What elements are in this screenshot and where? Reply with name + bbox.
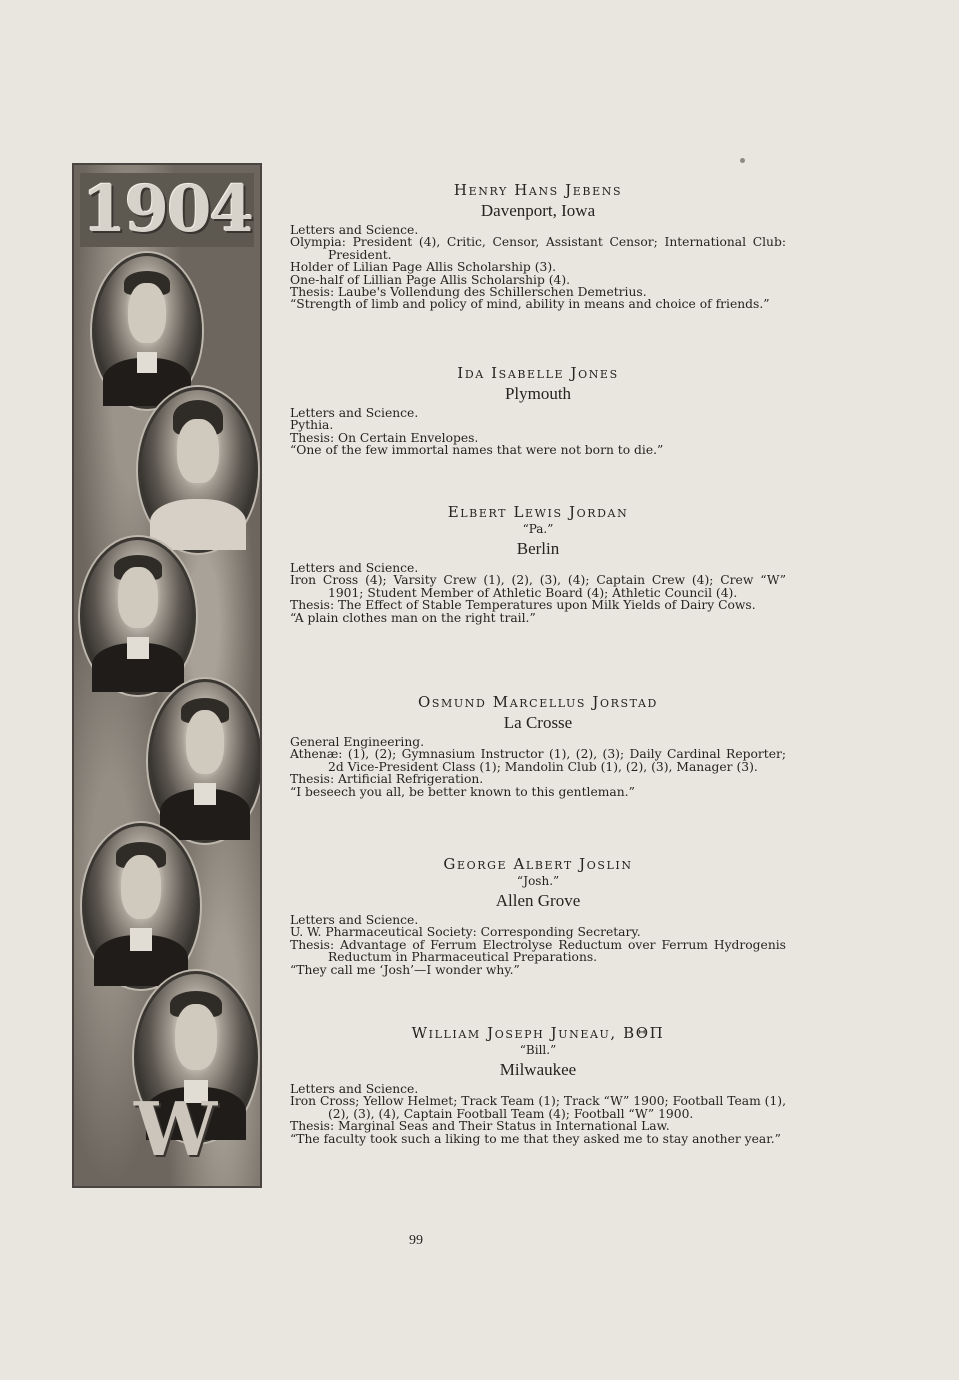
quotation: “Strength of limb and policy of mind, ability in means and choice of friends.” bbox=[290, 297, 770, 312]
honor: One-half of Lillian Page Allis Scholarship (4). bbox=[290, 272, 571, 287]
course: Letters and Science. bbox=[290, 406, 419, 420]
course: Letters and Science. bbox=[290, 913, 419, 927]
course: Letters and Science. bbox=[290, 1082, 419, 1096]
senior-entry-joslin bbox=[290, 855, 786, 976]
hometown: La Crosse bbox=[503, 713, 573, 732]
year-emblem: 1904 bbox=[81, 172, 253, 247]
senior-entry-juneau bbox=[290, 1024, 786, 1145]
activities: Olympia: President (4), Critic, Censor, Assistant Censor; International Club: President. bbox=[290, 235, 786, 262]
hometown: Allen Grove bbox=[495, 891, 581, 910]
activities: Iron Cross (4); Varsity Crew (1), (2), (3), (4); Captain Crew (4); Crew “W” 1901; Student Member of Athletic Board (4); Athletic Council (4). bbox=[290, 573, 786, 600]
nickname: “Josh.” bbox=[516, 874, 560, 888]
student-name: Henry Hans Jebens bbox=[453, 181, 623, 199]
nickname: “Bill.” bbox=[519, 1043, 557, 1057]
thesis: Thesis: The Effect of Stable Temperatures upon Milk Yields of Dairy Cows. bbox=[290, 598, 756, 613]
portrait-ida-isabelle-jones bbox=[138, 387, 258, 553]
student-name: Osmund Marcellus Jorstad bbox=[418, 693, 658, 711]
course: General Engineering. bbox=[290, 735, 425, 749]
nickname: “Pa.” bbox=[522, 522, 554, 536]
activities: Pythia. bbox=[290, 418, 334, 433]
portrait-henry-hans-jebens bbox=[92, 253, 202, 409]
thesis: Thesis: Artificial Refrigeration. bbox=[290, 772, 484, 787]
senior-entry-jordan bbox=[290, 503, 786, 624]
activities: U. W. Pharmaceutical Society: Corresponding Secretary. bbox=[290, 925, 641, 940]
quotation: “The faculty took such a liking to me that they asked me to stay another year.” bbox=[290, 1131, 781, 1146]
hometown: Davenport, Iowa bbox=[480, 201, 596, 220]
quotation: “They call me ‘Josh’—I wonder why.” bbox=[290, 962, 520, 977]
thesis: Thesis: Advantage of Ferrum Electrolyse Reductum over Ferrum Hydrogenis Reductum in Pharmaceutical Preparations. bbox=[290, 937, 786, 965]
portrait-george-albert-joslin bbox=[82, 823, 200, 989]
student-name: George Albert Joslin bbox=[443, 855, 633, 873]
portrait-elbert-lewis-jordan bbox=[80, 537, 196, 695]
page-number: 99 bbox=[409, 1233, 423, 1248]
student-name: Elbert Lewis Jordan bbox=[447, 503, 629, 521]
senior-entry-jones bbox=[290, 364, 786, 457]
hometown: Berlin bbox=[516, 539, 560, 558]
thesis: Thesis: Laube's Vollendung des Schillerschen Demetrius. bbox=[290, 285, 647, 300]
hometown: Plymouth bbox=[504, 384, 572, 403]
quotation: “One of the few immortal names that were not born to die.” bbox=[290, 443, 664, 458]
thesis: Thesis: On Certain Envelopes. bbox=[290, 430, 479, 445]
senior-entry-jorstad bbox=[290, 693, 786, 798]
course: Letters and Science. bbox=[290, 561, 419, 575]
activities: Athenæ: (1), (2); Gymnasium Instructor (1), (2), (3); Daily Cardinal Reporter; 2d Vice-President Class (1); Mandolin Club (1), (2), (3), Manager (3). bbox=[290, 747, 786, 774]
quotation: “A plain clothes man on the right trail.” bbox=[290, 610, 536, 625]
honor: Holder of Lilian Page Allis Scholarship (3). bbox=[290, 260, 557, 275]
activities: Iron Cross; Yellow Helmet; Track Team (1); Track “W” 1900; Football Team (1), (2), (3), (4), Captain Football Team (4); Football “W” 1900. bbox=[290, 1094, 786, 1121]
portrait-osmund-marcellus-jorstad bbox=[148, 679, 262, 843]
course: Letters and Science. bbox=[290, 223, 419, 237]
student-name: Ida Isabelle Jones bbox=[457, 364, 619, 382]
student-name: William Joseph Juneau, ΒΘΠ bbox=[411, 1024, 665, 1042]
thesis: Thesis: Marginal Seas and Their Status in International Law. bbox=[290, 1119, 670, 1134]
senior-entry-jebens bbox=[290, 181, 786, 311]
hometown: Milwaukee bbox=[499, 1060, 577, 1079]
ink-speck bbox=[740, 158, 745, 163]
quotation: “I beseech you all, be better known to this gentleman.” bbox=[290, 784, 635, 799]
university-w-emblem: W bbox=[134, 1087, 218, 1173]
portrait-strip bbox=[72, 163, 262, 1188]
